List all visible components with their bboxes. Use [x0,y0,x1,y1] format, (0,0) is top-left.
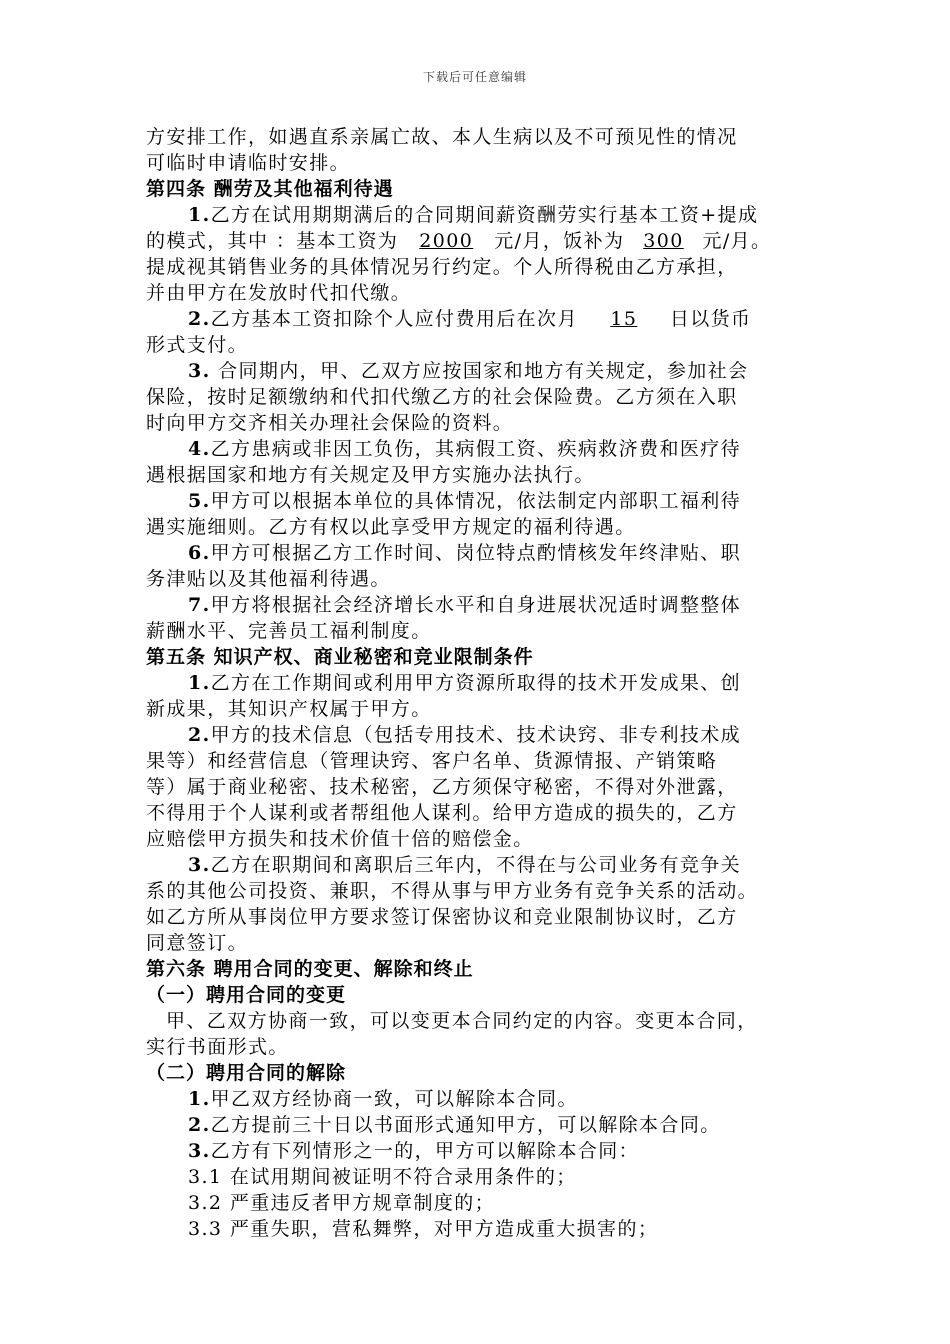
text-line: 实行书面形式。 [146,1036,289,1058]
clause-text: 乙方患病或非因工负伤，其病假工资、疾病救济费和医疗待 [210,438,742,460]
clause-number: 1. [188,1088,211,1110]
sub-clause-3-3: 3.3 严重失职，营私舞弊，对甲方造成重大损害的； [188,1218,659,1240]
clause-text: 乙方在职期间和离职后三年内，不得在与公司业务有竞争关 [210,854,742,876]
clause-text: 甲方可以根据本单位的具体情况，依法制定内部职工福利待 [210,490,742,512]
clause-number: 7. [188,594,211,616]
clause-5-1 [146,670,826,696]
text-line: 可临时申请临时安排。 [146,152,351,174]
text-line: 遇根据国家和地方有关规定及甲方实施办法执行。 [146,464,595,486]
meal-allowance-value: 300 [643,230,684,252]
text-line: 同意签订。 [146,932,249,954]
text-line: 时向甲方交齐相关办理社会保险的资料。 [146,412,514,434]
clause-4-2 [146,306,826,332]
clause-6-2-3 [146,1138,826,1164]
clause-text: 甲方将根据社会经济增长水平和自身进展状况适时调整整体 [210,594,742,616]
clause-text: 乙方在工作期间或利用甲方资源所取得的技术开发成果、创 [210,672,742,694]
clause-4-1 [146,202,826,228]
text-line: 如乙方所从事岗位甲方要求签订保密协议和竞业限制协议时，乙方 [146,906,738,928]
text-line: 不得用于个人谋利或者帮组他人谋利。给甲方造成的损失的，乙方 [146,802,738,824]
article-4-title: 第四条 酬劳及其他福利待遇 [146,178,394,200]
text-line: 保险，按时足额缴纳和代扣代缴乙方的社会保险费。乙方须在入职 [146,386,738,408]
clause-4-6 [146,540,826,566]
clause-5-3 [146,852,826,878]
clause-text: 甲方可根据乙方工作时间、岗位特点酌情核发年终津贴、职 [210,542,742,564]
clause-number: 6. [188,542,211,564]
sub-clause-3-2: 3.2 严重违反者甲方规章制度的； [188,1192,496,1214]
clause-number: 4. [188,438,211,460]
basic-salary-value: 2000 [419,230,474,252]
text-line: 提成视其销售业务的具体情况另行约定。个人所得税由乙方承担， [146,256,738,278]
clause-4-1-line2 [146,228,826,254]
clause-number: 3. [188,854,211,876]
clause-6-2-1 [146,1086,826,1112]
clause-4-5 [146,488,826,514]
article-6-title: 第六条 聘用合同的变更、解除和终止 [146,958,474,980]
clause-number: 3. [188,360,211,382]
clause-text: 甲方的技术信息（包括专用技术、技术诀窍、非专利技术成 [210,724,742,746]
clause-number: 2. [188,308,211,330]
text-line: 方安排工作，如遇直系亲属亡故、本人生病以及不可预见性的情况 [146,126,738,148]
sub-clause-3-1: 3.1 在试用期间被证明不符合录用条件的； [188,1166,577,1188]
clause-text: 合同期内，甲、乙双方应按国家和地方有关规定，参加社会 [210,360,749,382]
text-line: 果等）和经营信息（管理诀窍、客户名单、货源情报、产销策略 [146,750,718,772]
text-line: 形式支付。 [146,334,249,356]
pay-day-value: 15 [610,308,638,330]
text-line: 系的其他公司投资、兼职，不得从事与甲方业务有竞争关系的活动。 [146,880,759,902]
clause-number: 1. [188,204,211,226]
clause-number: 3. [188,1140,211,1162]
clause-text: 元/月，饭补为 [494,230,625,252]
clause-text: 乙方基本工资扣除个人应付费用后在次月 [210,308,578,330]
text-line: 并由甲方在发放时代扣代缴。 [146,282,412,304]
text-line: 等）属于商业秘密、技术秘密，乙方须保守秘密，不得对外泄露， [146,776,738,798]
clause-number: 2. [188,724,211,746]
clause-5-2 [146,722,826,748]
section-change-title: （一）聘用合同的变更 [146,984,347,1006]
text-line: 甲、乙双方协商一致，可以变更本合同约定的内容。变更本合同， [166,1010,758,1032]
clause-number: 2. [188,1114,211,1136]
clause-text: 乙方提前三十日以书面形式通知甲方，可以解除本合同。 [210,1114,721,1136]
text-line: 务津贴以及其他福利待遇。 [146,568,391,590]
clause-text: 乙方有下列情形之一的，甲方可以解除本合同： [210,1140,640,1162]
clause-6-2-2 [146,1112,826,1138]
clause-text: 元/月。 [702,230,772,252]
text-line: 遇实施细则。乙方有权以此享受甲方规定的福利待遇。 [146,516,636,538]
text-line: 薪酬水平、完善员工福利制度。 [146,620,432,642]
clause-number: 5. [188,490,211,512]
clause-text: 甲乙双方经协商一致，可以解除本合同。 [210,1088,578,1110]
clause-text: 乙方在试用期期满后的合同期间薪资酬劳实行基本工资+提成 [210,204,759,226]
clause-4-3 [146,358,826,384]
section-termination-title: （二）聘用合同的解除 [146,1062,347,1084]
contract-body [146,124,826,1242]
clause-text: 的模式，其中 ：基本工资为 [146,230,399,252]
article-5-title: 第五条 知识产权、商业秘密和竞业限制条件 [146,646,534,668]
clause-4-7 [146,592,826,618]
clause-4-4 [146,436,826,462]
text-line: 新成果，其知识产权属于甲方。 [146,698,432,720]
clause-number: 1. [188,672,211,694]
clause-text: 日以货币 [669,308,752,330]
page-header-note: 下载后可任意编辑 [422,70,527,84]
text-line: 应赔偿甲方损失和技术价值十倍的赔偿金。 [146,828,534,850]
